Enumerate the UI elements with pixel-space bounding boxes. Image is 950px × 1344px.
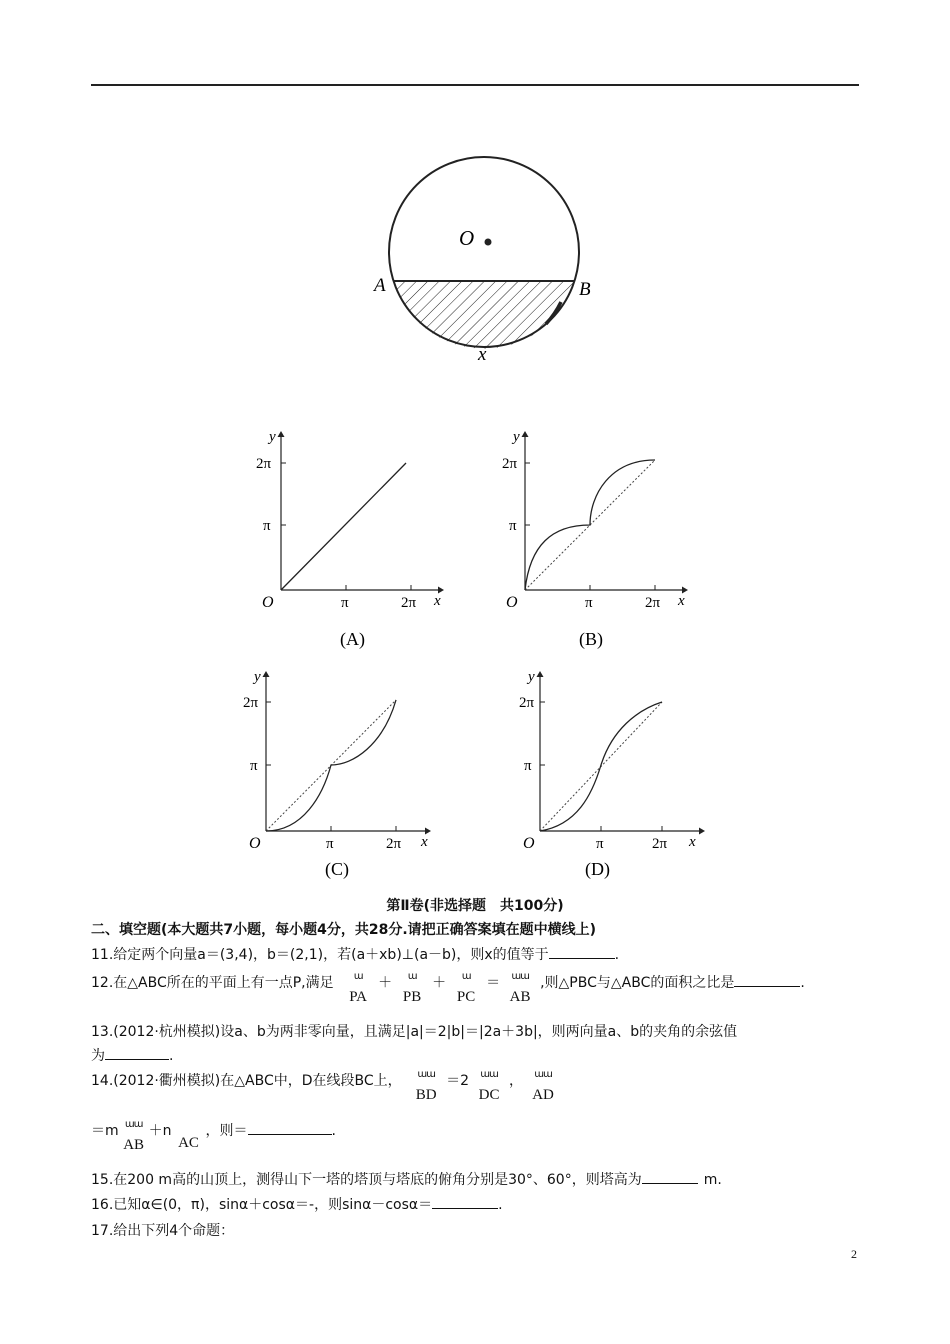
svg-text:x: x <box>689 834 696 850</box>
vector-pa: ɯ PA <box>349 971 367 1005</box>
svg-text:x: x <box>678 593 685 609</box>
question-11: 11.给定两个向量a＝(3,4)，b＝(2,1)，若(a＋xb)⊥(a－b)，则x的值等于 . <box>91 947 620 963</box>
answer-blank-14 <box>248 1122 332 1135</box>
question-13-line-1: 13.(2012·杭州模拟)设a、b为两非零向量，且满足|a|＝2|b|＝|2a＋3b|，则两向量a、b的夹角的余弦值 <box>91 1024 738 1040</box>
svg-text:x: x <box>421 834 428 850</box>
svg-text:2π: 2π <box>502 456 518 472</box>
vector-ab: ɯɯ AB <box>509 971 531 1005</box>
svg-text:y: y <box>254 669 261 685</box>
point-b-label: B <box>579 279 591 300</box>
svg-text:π: π <box>341 595 349 611</box>
caption-b: (B) <box>579 629 603 649</box>
svg-text:y: y <box>269 429 276 445</box>
vector-pb: ɯ PB <box>402 971 422 1005</box>
arc-x-label: x <box>478 344 487 365</box>
svg-text:O: O <box>506 594 518 611</box>
svg-text:2π: 2π <box>256 456 272 472</box>
graph-c <box>233 665 448 885</box>
svg-text:O: O <box>523 835 535 852</box>
question-14-continued: ＝m ɯɯ AB ＋n AC ，则＝ . <box>91 1119 336 1153</box>
svg-text:x: x <box>434 593 441 609</box>
svg-text:π: π <box>509 518 517 534</box>
circle-figure <box>360 145 600 370</box>
answer-blank-11 <box>549 946 615 959</box>
question-15: 15.在200 m高的山顶上，测得山下一塔的塔顶与塔底的俯角分别是30°、60°，则塔高为 m. <box>91 1172 722 1188</box>
svg-text:2π: 2π <box>243 695 259 711</box>
center-point <box>485 239 492 246</box>
vector-bd: ɯɯ BD <box>415 1069 437 1103</box>
graph-d <box>507 665 722 885</box>
part-title: 二、填空题(本大题共7小题，每小题4分，共28分.请把正确答案填在题中横线上) <box>91 922 597 938</box>
svg-text:2π: 2π <box>652 836 668 852</box>
svg-text:π: π <box>326 836 334 852</box>
question-13-line-2: 为 . <box>91 1048 174 1064</box>
section-title: 第Ⅱ卷(非选择题 共100分) <box>386 898 564 914</box>
caption-c: (C) <box>325 859 349 879</box>
svg-text:2π: 2π <box>386 836 402 852</box>
question-12: 12.在△ABC所在的平面上有一点P,满足 ɯ PA ＋ ɯ PB ＋ ɯ PC ＝ ɯɯ AB ,则△PBC与△ABC的面积之比是 . <box>91 971 805 1005</box>
svg-text:y: y <box>513 429 520 445</box>
vector-ad: ɯɯ AD <box>532 1069 554 1103</box>
svg-text:π: π <box>524 758 532 774</box>
caption-d: (D) <box>585 859 610 879</box>
question-16: 16.已知α∈(0，π)，sinα＋cosα＝-，则sinα－cosα＝ . <box>91 1197 503 1213</box>
svg-text:2π: 2π <box>401 595 417 611</box>
svg-text:π: π <box>585 595 593 611</box>
question-14: 14.(2012·衢州模拟)在△ABC中，D在线段BC上， ɯɯ BD ＝2 ɯɯ DC ， ɯɯ AD <box>91 1070 563 1106</box>
answer-blank-12 <box>734 974 800 987</box>
point-a-label: A <box>374 275 386 296</box>
vector-ac: AC <box>178 1135 199 1151</box>
question-17: 17.给出下列4个命题： <box>91 1223 235 1239</box>
answer-blank-16 <box>432 1196 498 1209</box>
vector-dc: ɯɯ DC <box>478 1069 500 1103</box>
svg-text:2π: 2π <box>645 595 661 611</box>
header-rule <box>91 84 859 86</box>
center-label: O <box>459 226 475 250</box>
vector-pc: ɯ PC <box>456 971 476 1005</box>
caption-a: (A) <box>340 629 365 649</box>
page-number: 2 <box>851 1247 857 1261</box>
svg-text:2π: 2π <box>519 695 535 711</box>
svg-text:π: π <box>596 836 604 852</box>
graph-a <box>248 425 463 655</box>
svg-text:π: π <box>250 758 258 774</box>
svg-text:y: y <box>528 669 535 685</box>
answer-blank-13 <box>105 1047 169 1060</box>
svg-text:π: π <box>263 518 271 534</box>
answer-blank-15 <box>642 1171 698 1184</box>
vector-ab-2: ɯɯ AB <box>123 1119 145 1153</box>
graph-b <box>492 425 707 655</box>
svg-text:O: O <box>262 594 274 611</box>
svg-text:O: O <box>249 835 261 852</box>
